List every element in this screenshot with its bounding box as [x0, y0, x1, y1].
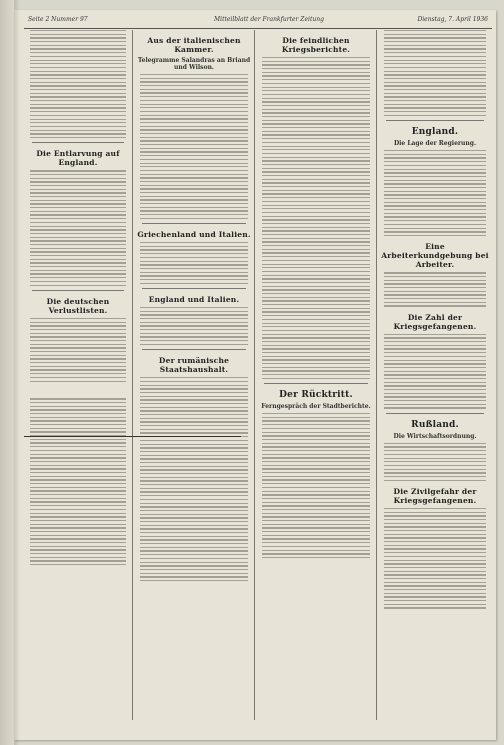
- text-block: [262, 413, 370, 558]
- text-block: [30, 318, 126, 382]
- column-rule: [376, 30, 377, 720]
- text-block: [384, 443, 486, 481]
- fold-shadow: [14, 0, 20, 745]
- subheadline: Die Lage der Regierung.: [393, 140, 477, 148]
- divider: [264, 383, 368, 384]
- text-block: [384, 30, 486, 116]
- text-block: [30, 30, 126, 138]
- headline: England.: [411, 127, 459, 138]
- column-rule: [254, 30, 255, 720]
- headline: Aus der italienischen Kammer.: [147, 36, 241, 54]
- subheadline: Ferngespräch der Stadtberichte.: [261, 403, 371, 411]
- column-rule: [132, 30, 133, 720]
- scan-edge: [0, 0, 14, 745]
- divider: [142, 223, 246, 224]
- header-masthead: Mitteilblatt der Frankfurter Zeitung: [214, 16, 324, 23]
- text-block: [384, 150, 486, 236]
- subheadline: Telegramme Salandras an Briand und Wilson.: [137, 57, 251, 71]
- divider: [32, 290, 124, 291]
- subheadline: Die Wirtschaftsordnung.: [393, 432, 477, 440]
- header-page-number: Seite 2 Nummer 97: [28, 16, 88, 23]
- divider: [142, 288, 246, 289]
- page-header: [24, 12, 492, 29]
- text-block: [140, 307, 248, 345]
- column-4: [380, 30, 490, 611]
- text-block: [262, 57, 370, 379]
- text-block: [384, 334, 486, 409]
- header-date: Dienstag, 7. April 1936: [417, 16, 488, 23]
- headline: Der rumänische Staatshaushalt.: [158, 356, 230, 375]
- divider: [32, 142, 124, 143]
- text-block: [384, 508, 486, 609]
- divider: [386, 120, 484, 121]
- text-block: [140, 377, 248, 581]
- text-block: [30, 170, 126, 286]
- headline: Die Zivilgefahr der Kriegsgefangenen.: [393, 486, 477, 505]
- headline: Die deutschen Verlustlisten.: [46, 296, 110, 315]
- divider: [142, 349, 246, 350]
- headline: Eine Arbeiterkundgebung bei Arbeiter.: [381, 242, 489, 270]
- headline: Rußland.: [411, 419, 459, 430]
- column-2: [136, 30, 252, 584]
- divider: [386, 413, 484, 414]
- text-block: [30, 398, 126, 565]
- headline: Der Rücktritt.: [279, 390, 353, 401]
- section-rule: [24, 436, 241, 437]
- text-block: [140, 74, 248, 219]
- text-block: [384, 272, 486, 306]
- column-3: [258, 30, 374, 561]
- headline: Die Entlarvung auf England.: [36, 149, 120, 168]
- headline: Griechenland und Italien.: [137, 230, 251, 240]
- text-block: [140, 242, 248, 284]
- headline: Die feindlichen Kriegsberichte.: [281, 36, 351, 54]
- headline: Die Zahl der Kriegsgefangenen.: [393, 312, 477, 331]
- headline: England und Italien.: [148, 294, 240, 304]
- column-1: [26, 30, 130, 568]
